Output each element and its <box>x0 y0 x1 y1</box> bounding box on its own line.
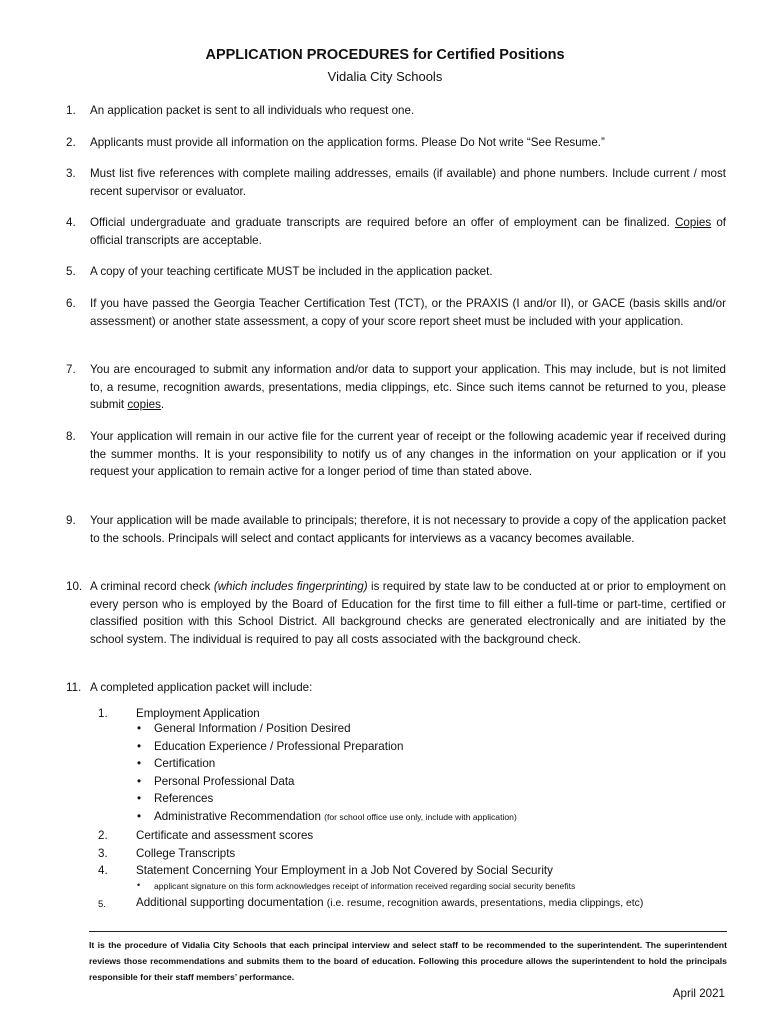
item-text: Your application will be made available to principals; therefore, it is not necessary to provide a copy of the application packet to the schools. Principals will select and contact applicants for interviews as a vacancy becomes available. <box>90 514 726 545</box>
item-text: Official undergraduate and graduate transcripts are required before an offer of employment can be finalized. Copies of official transcripts are acceptable. <box>90 216 726 247</box>
copies-underlined: copies <box>127 398 161 411</box>
fingerprinting-note: (which includes fingerprinting) <box>213 580 368 593</box>
item-number: 3. <box>66 167 76 180</box>
item-number: 9. <box>66 514 76 527</box>
item-text: You are encouraged to submit any information and/or data to support your application. This may include, but is not limited to, a resume, recognition awards, presentations, media clippings, etc. Since such items cannot be returned to you, please submit copies. <box>90 363 726 411</box>
packet-number: 1. <box>98 707 108 720</box>
bullet-icon: • <box>137 775 142 788</box>
bullet-item: Education Experience / Professional Preparation <box>154 740 404 753</box>
admin-note: (for school office use only, include with application) <box>324 812 517 822</box>
list-item <box>66 428 726 481</box>
item-text: A copy of your teaching certificate MUST be included in the application packet. <box>90 265 493 278</box>
employment-application-label: Employment Application <box>136 707 260 720</box>
item-number: 5. <box>66 265 76 278</box>
bullet-item: General Information / Position Desired <box>154 722 351 735</box>
transcripts-label: College Transcripts <box>136 847 236 860</box>
packet-number: 3. <box>98 847 108 860</box>
bullet-item: Personal Professional Data <box>154 775 295 788</box>
item-text: A completed application packet will include: <box>90 681 313 694</box>
item-text: If you have passed the Georgia Teacher Certification Test (TCT), or the PRAXIS (I and/or II), or GACE (basis skills and/or assessment) or another state assessment, a copy of your score report sheet must be included with your application. <box>90 297 726 328</box>
list-item <box>66 263 726 281</box>
copies-underlined: Copies <box>675 216 712 229</box>
list-item <box>66 134 726 152</box>
footer-note: It is the procedure of Vidalia City Schools that each principal interview and select staff to be recommended to the superintendent. The superintendent reviews those recommendations and submits them to the board of education. Following this procedure allows the superintendent to hold the principals responsible for their staff members’ performance. <box>89 940 727 982</box>
additional-label: Additional supporting documentation (i.e. resume, recognition awards, presentations, media clippings, etc) <box>136 896 644 909</box>
item-number: 11. <box>66 681 82 694</box>
additional-note: (i.e. resume, recognition awards, presentations, media clippings, etc) <box>326 898 644 909</box>
item-text: Must list five references with complete mailing addresses, emails (if available) and phone numbers. Include current / most recent supervisor or evaluator. <box>90 167 726 198</box>
bullet-icon: • <box>137 740 142 753</box>
list-item <box>66 679 726 697</box>
list-item <box>66 165 726 200</box>
footer-divider <box>89 931 727 932</box>
item-number: 6. <box>66 297 76 310</box>
bullet-icon: • <box>137 757 142 770</box>
list-item <box>66 295 726 330</box>
statement-bullet: applicant signature on this form acknowledges receipt of information received regarding social security benefits <box>154 881 576 891</box>
item-text: Applicants must provide all information on the application forms. Please Do Not write “See Resume.” <box>90 136 605 149</box>
bullet-item: Certification <box>154 757 216 770</box>
bullet-icon: • <box>137 810 142 823</box>
list-item <box>66 361 726 414</box>
packet-number: 2. <box>98 829 108 842</box>
page-title: APPLICATION PROCEDURES for Certified Positions <box>205 47 565 63</box>
item-number: 2. <box>66 136 76 149</box>
bullet-item: References <box>154 792 214 805</box>
bullet-icon: • <box>137 880 141 890</box>
item-number: 7. <box>66 363 76 376</box>
list-item <box>66 102 726 120</box>
document-date: April 2021 <box>672 987 725 1000</box>
item-text: An application packet is sent to all individuals who request one. <box>90 104 415 117</box>
certificate-label: Certificate and assessment scores <box>136 829 314 842</box>
list-item <box>66 578 726 648</box>
bullet-icon: • <box>137 792 142 805</box>
list-item <box>66 214 726 249</box>
bullet-item: Administrative Recommendation (for school office use only, include with application) <box>154 810 517 823</box>
packet-number: 4. <box>98 864 108 877</box>
item-number: 8. <box>66 430 76 443</box>
item-number: 10. <box>66 580 83 593</box>
page-subtitle: Vidalia City Schools <box>327 69 443 84</box>
item-number: 4. <box>66 216 76 229</box>
list-item <box>66 512 726 547</box>
item-text: A criminal record check (which includes fingerprinting) is required by state law to be conducted at or prior to employment on every person who is employed by the Board of Education for the first time to fill either a full-time or part-time, certified or classified position with this School District. All background checks are generated electronically and are initiated by the school system. The individual is required to pay all costs associated with the background check. <box>90 580 726 646</box>
bullet-icon: • <box>137 722 142 735</box>
statement-label: Statement Concerning Your Employment in a Job Not Covered by Social Security <box>136 864 553 877</box>
item-text: Your application will remain in our active file for the current year of receipt or the following academic year if received during the summer months. It is your responsibility to notify us of any changes in the information on your application or if you request your application to remain active for a longer period of time than stated above. <box>90 430 726 478</box>
item-number: 1. <box>66 104 76 117</box>
packet-number: 5. <box>98 899 106 910</box>
